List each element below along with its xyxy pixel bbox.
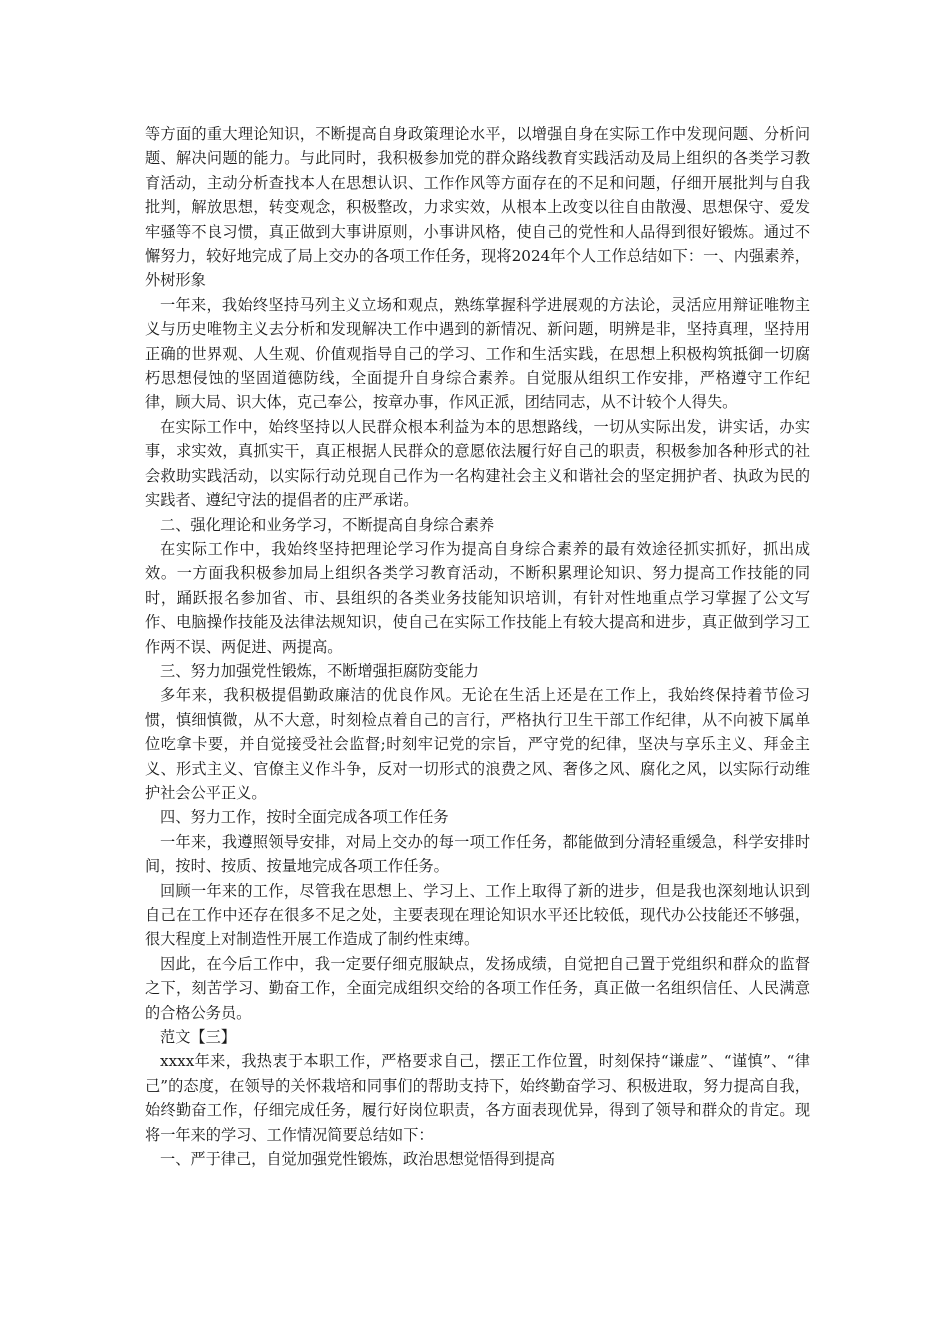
paragraph-task-completion: 一年来，我遵照领导安排，对局上交办的每一项工作任务，都能做到分清轻重缓急，科学安排时间，按时、按质、按量地完成各项工作任务。	[145, 832, 810, 876]
paragraph-theory-study: 在实际工作中，我始终坚持把理论学习作为提高自身综合素养的最有效途径抓实抓好，抓出成效。一方面我积极参加局上组织各类学习教育活动，不断积累理论知识、努力提高工作技能的同时，踊跃报名参加省、市、县组织的各类业务技能知识培训，有针对性地重点学习掌握了公文写作、电脑操作技能及法律法规知识，使自己在实际工作技能上有较大提高和进步，真正做到学习工作两不误、两促进、两提高。	[145, 539, 810, 656]
section-heading-3: 三、努力加强党性锻炼，不断增强拒腐防变能力	[160, 661, 479, 680]
paragraph-future-plan: 因此，在今后工作中，我一定要仔细克服缺点，发扬成绩，自觉把自己置于党组织和群众的监督之下，刻苦学习、勤奋工作，全面完成组织交给的各项工作任务，真正做一名组织信任、人民满意的合格公务员。	[145, 954, 810, 1022]
sample-heading: 范文【三】	[160, 1028, 236, 1047]
paragraph-review: 回顾一年来的工作，尽管我在思想上、学习上、工作上取得了新的进步，但是我也深刻地认识到自己在工作中还存在很多不足之处，主要表现在理论知识水平还比较低，现代办公技能还不够强，很大程度上对制造性开展工作造成了制约性束缚。	[145, 881, 810, 949]
sample-section-heading-1: 一、严于律己，自觉加强党性锻炼，政治思想觉悟得到提高	[160, 1150, 555, 1169]
paragraph-practical-work: 在实际工作中，始终坚持以人民群众根本利益为本的思想路线，一切从实际出发，讲实话，办实事，求实效，真抓实干，真正根据人民群众的意愿依法履行好自己的职责，积极参加各种形式的社会救助实践活动，以实际行动兑现自己作为一名构建社会主义和谐社会的坚定拥护者、执政为民的实践者、遵纪守法的提倡者的庄严承诺。	[145, 417, 810, 510]
paragraph-integrity: 多年来，我积极提倡勤政廉洁的优良作风。无论在生活上还是在工作上，我始终保持着节俭习惯，慎细慎微，从不大意，时刻检点着自己的言行，严格执行卫生干部工作纪律，从不向被下属单位吃拿卡要，并自觉接受社会监督;时刻牢记党的宗旨，严守党的纪律，坚决与享乐主义、拜金主义、形式主义、官僚主义作斗争，反对一切形式的浪费之风、奢侈之风、腐化之风，以实际行动维护社会公平正义。	[145, 686, 810, 802]
section-heading-2: 二、强化理论和业务学习，不断提高自身综合素养	[160, 515, 495, 534]
paragraph-political-stance: 一年来，我始终坚持马列主义立场和观点，熟练掌握科学进展观的方法论，灵活应用辩证唯物主义与历史唯物主义去分析和发现解决工作中遇到的新情况、新问题，明辨是非，坚持真理，坚持用正确的世界观、人生观、价值观指导自己的学习、工作和生活实践，在思想上积极构筑抵御一切腐朽思想侵蚀的坚固道德防线，全面提升自身综合素养。自觉服从组织工作安排，严格遵守工作纪律，顾大局、识大体，克己奉公，按章办事，作风正派，团结同志，从不计较个人得失。	[145, 295, 810, 412]
document-page	[145, 122, 810, 1171]
paragraph-sample-intro: xxxx年来，我热衷于本职工作，严格要求自己，摆正工作位置，时刻保持“谦虚”、“谨慎”、“律己”的态度，在领导的关怀栽培和同事们的帮助支持下，始终勤奋学习、积极进取，努力提高自我，始终勤奋工作，仔细完成任务，履行好岗位职责，各方面表现优异，得到了领导和群众的肯定。现将一年来的学习、工作情况简要总结如下：	[145, 1052, 810, 1144]
paragraph-intro-continuation: 等方面的重大理论知识，不断提高自身政策理论水平，以增强自身在实际工作中发现问题、分析问题、解决问题的能力。与此同时，我积极参加党的群众路线教育实践活动及局上组织的各类学习教育活动，主动分析查找本人在思想认识、工作作风等方面存在的不足和问题，仔细开展批判与自我批判，解放思想，转变观念，积极整改，力求实效，从根本上改变以往自由散漫、思想保守、爱发牢骚等不良习惯，真正做到大事讲原则，小事讲风格，使自己的党性和人品得到很好锻炼。通过不懈努力，较好地完成了局上交办的各项工作任务，现将2024年个人工作总结如下：一、内强素养，外树形象	[145, 125, 810, 290]
section-heading-4: 四、努力工作，按时全面完成各项工作任务	[160, 808, 449, 827]
